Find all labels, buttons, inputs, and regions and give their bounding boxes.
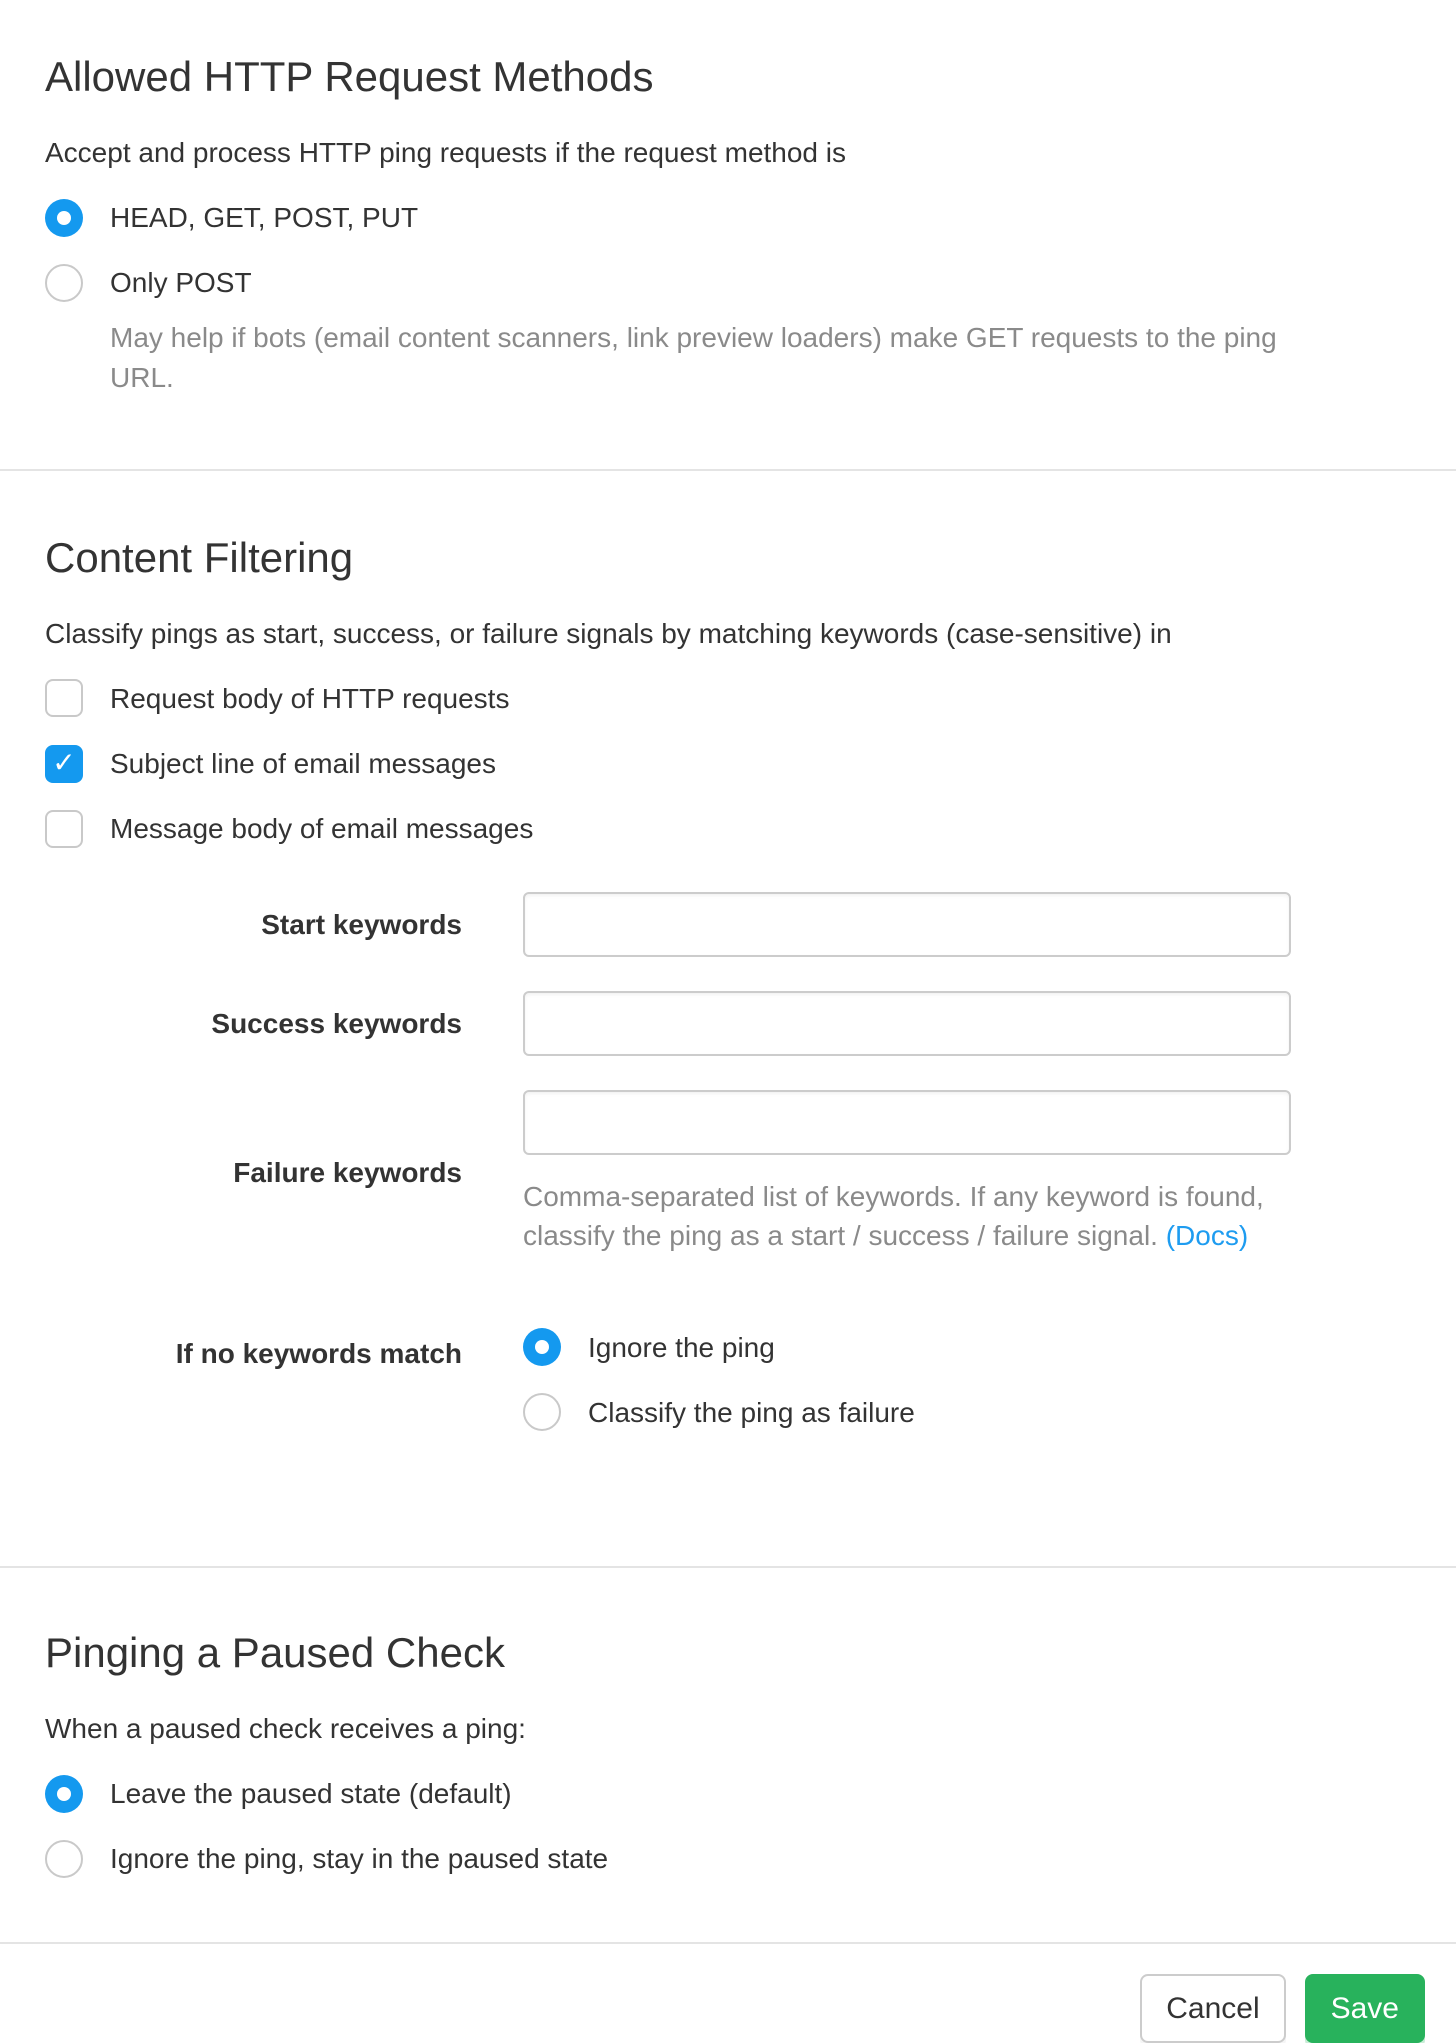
radio-selected-icon[interactable]: [45, 199, 83, 237]
failure-keywords-label: Failure keywords: [233, 1157, 462, 1189]
radio-selected-icon[interactable]: [523, 1328, 561, 1366]
section-allowed-http-request-methods: [0, 0, 1456, 471]
radio-unselected-icon[interactable]: [45, 264, 83, 302]
section-subtitle: Classify pings as start, success, or failure signals by matching keywords (case-sensitive) in: [45, 617, 1172, 649]
no-keywords-match-label: If no keywords match: [175, 1337, 462, 1369]
radio-option-label[interactable]: HEAD, GET, POST, PUT: [110, 201, 419, 233]
radio-unselected-icon[interactable]: [523, 1393, 561, 1431]
radio-option-label[interactable]: Leave the paused state (default): [110, 1778, 512, 1810]
radio-option-only-post[interactable]: [45, 263, 1411, 302]
section-title: Content Filtering: [45, 533, 354, 581]
docs-link[interactable]: (Docs): [1165, 1220, 1249, 1252]
section-title: Pinging a Paused Check: [45, 1629, 505, 1677]
start-keywords-label: Start keywords: [261, 909, 462, 941]
start-keywords-row: [45, 892, 1411, 957]
radio-option-label[interactable]: Ignore the ping: [588, 1331, 775, 1363]
checkbox-request-body[interactable]: [45, 679, 1411, 718]
section-subtitle: Accept and process HTTP ping requests if the request method is: [45, 136, 847, 168]
radio-option-leave-paused-state[interactable]: [45, 1774, 1411, 1813]
checkbox-message-body[interactable]: [45, 809, 1411, 848]
only-post-help-text: May help if bots (email content scanners, link preview loaders) make GET requests to the ping URL.: [110, 322, 1277, 393]
success-keywords-input[interactable]: [523, 991, 1291, 1056]
section-pinging-paused-check: [0, 1568, 1456, 1944]
save-button[interactable]: Save: [1305, 1974, 1425, 2043]
checkbox-unchecked-icon[interactable]: [45, 679, 83, 717]
checkbox-label[interactable]: Request body of HTTP requests: [110, 682, 510, 714]
radio-option-head-get-post-put[interactable]: [45, 198, 1411, 237]
success-keywords-label: Success keywords: [211, 1008, 462, 1040]
cancel-button[interactable]: Cancel: [1140, 1974, 1285, 2043]
section-subtitle: When a paused check receives a ping:: [45, 1712, 526, 1744]
radio-selected-icon[interactable]: [45, 1775, 83, 1813]
radio-option-label[interactable]: Only POST: [110, 267, 252, 299]
checkbox-label[interactable]: Message body of email messages: [110, 813, 534, 845]
checkbox-checked-icon[interactable]: [45, 745, 83, 783]
form-footer: [0, 1944, 1456, 2043]
section-title: Allowed HTTP Request Methods: [45, 53, 654, 100]
no-keywords-match-row: [45, 1328, 1411, 1432]
success-keywords-row: [45, 991, 1411, 1056]
keywords-help-text: Comma-separated list of keywords. If any keyword is found, classify the ping as a start / success / failure signal. (Docs): [523, 1181, 1264, 1252]
section-content-filtering: [0, 471, 1456, 1568]
start-keywords-input[interactable]: [523, 892, 1291, 957]
radio-option-label[interactable]: Ignore the ping, stay in the paused state: [110, 1843, 609, 1875]
checkmark-icon: ✓: [52, 745, 76, 779]
failure-keywords-input[interactable]: [523, 1090, 1291, 1155]
checkbox-unchecked-icon[interactable]: [45, 810, 83, 848]
radio-option-label[interactable]: Classify the ping as failure: [588, 1396, 915, 1428]
checkbox-label[interactable]: Subject line of email messages: [110, 747, 496, 779]
radio-option-ignore-the-ping[interactable]: [523, 1328, 1291, 1367]
radio-option-classify-as-failure[interactable]: [523, 1393, 1291, 1432]
radio-unselected-icon[interactable]: [45, 1840, 83, 1878]
checkbox-subject-line[interactable]: [45, 744, 1411, 783]
radio-option-ignore-stay-paused[interactable]: [45, 1839, 1411, 1878]
failure-keywords-row: [45, 1090, 1411, 1255]
